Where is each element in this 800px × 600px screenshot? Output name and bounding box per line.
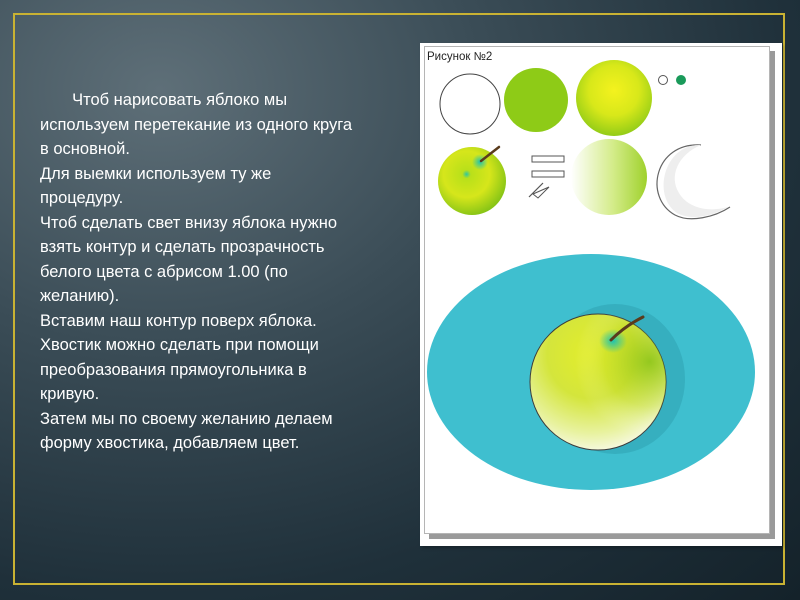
stem-rect-1 — [532, 156, 564, 162]
green-circle — [504, 68, 568, 132]
figure-panel — [420, 43, 782, 546]
highlight-contour-fill — [664, 145, 728, 217]
apple-big-dimple — [599, 329, 627, 353]
figure-title: Рисунок №2 — [427, 51, 493, 63]
highlight-gradient-circle — [571, 139, 647, 215]
apple-small — [438, 147, 506, 215]
small-green-circle — [676, 75, 686, 85]
stem-curve — [533, 187, 549, 198]
yellow-gradient-circle — [576, 60, 652, 136]
slide-text: Чтоб нарисовать яблоко мы используем перетекание из одного круга в основной. Для выемки используем ту же процедуру. Чтоб сделать свет внизу яблока нужно взять контур и сделать прозрачность белого цвета с абрисом 1.00 (по желанию). Вставим наш контур поверх яблока. Хвостик можно сделать при помощи преобразования прямоугольника в кривую. Затем мы по своему желанию делаем форму хвостика, добавляем цвет. — [40, 91, 353, 452]
figure-canvas — [424, 46, 770, 534]
stem-rect-2 — [532, 171, 564, 177]
small-outline-circle — [659, 76, 668, 85]
apple-illustration — [425, 47, 771, 535]
outline-circle — [440, 74, 500, 134]
apple-big-side-shade — [530, 314, 666, 450]
